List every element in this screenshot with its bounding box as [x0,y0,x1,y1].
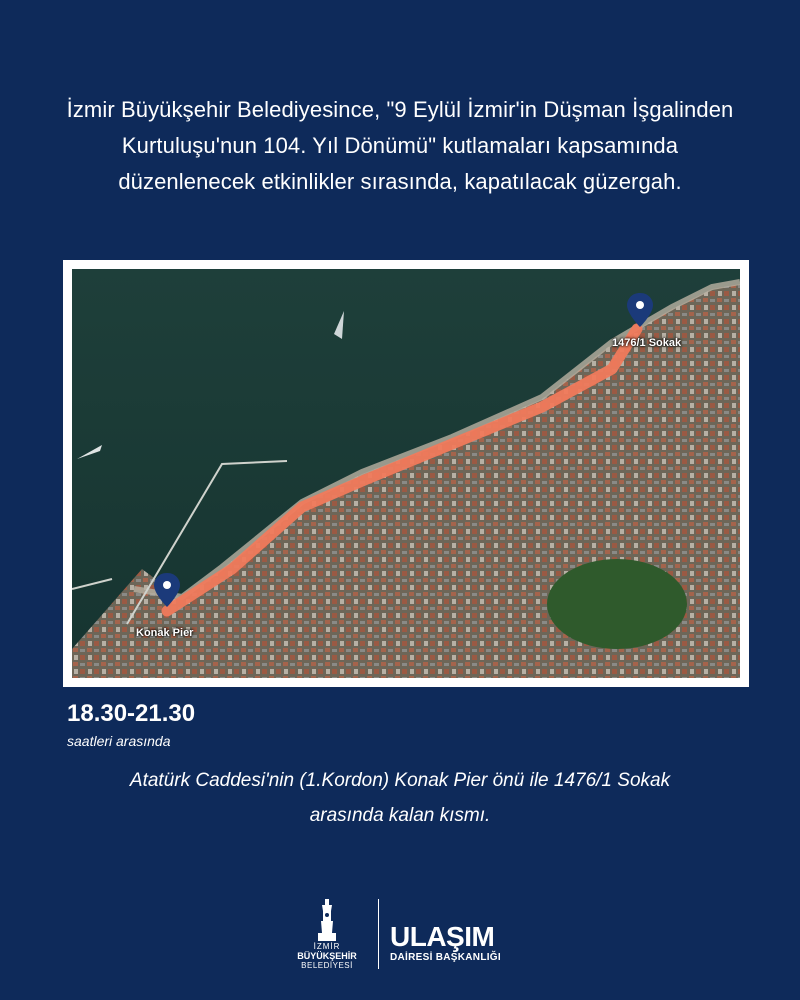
department-title: ULAŞIM [390,921,495,952]
clock-tower-icon [315,899,339,941]
department-logo [390,923,501,964]
headline-line-1: İzmir Büyükşehir Belediyesince, "9 Eylül İzmir'in Düşman İşgalinden [66,97,734,122]
logo-divider [378,899,379,969]
footer-logos [0,895,800,975]
time-note: saatleri arasında [67,733,171,749]
municipality-line-3: BELEDİYESİ [301,961,353,970]
map-frame [63,260,749,687]
park-area [547,559,687,649]
headline [40,92,760,200]
satellite-map[interactable] [72,269,740,678]
municipality-logo [286,899,368,970]
marker-label-end: 1476/1 Sokak [612,337,682,349]
municipality-line-1: İZMİR [313,942,341,951]
description-line-1: Atatürk Caddesi'nin (1.Kordon) Konak Pier önü ile 1476/1 Sokak [129,770,671,791]
municipality-line-2: BÜYÜKŞEHİR [297,951,357,961]
time-range: 18.30-21.30 [67,700,196,727]
route-description [60,763,740,833]
headline-line-2: Kurtuluşu'nun 104. Yıl Dönümü" kutlamaları kapsamında [121,133,679,158]
map-canvas [72,269,740,678]
marker-label-start: Konak Pier [136,627,194,639]
department-subtitle: DAİRESİ BAŞKANLIĞI [390,952,501,963]
description-line-2: arasında kalan kısmı. [309,805,491,826]
headline-line-3: düzenlenecek etkinlikler sırasında, kapatılacak güzergah. [118,169,682,194]
